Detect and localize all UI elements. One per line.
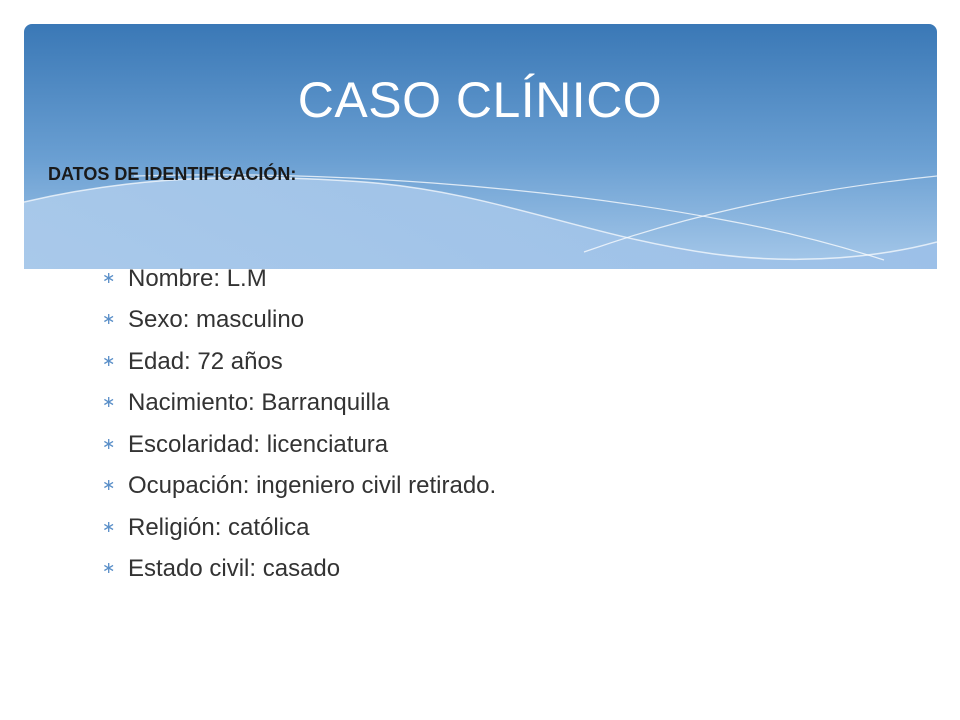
asterisk-bullet-icon: ∗ xyxy=(102,311,116,329)
header-wave-graphic xyxy=(24,24,937,269)
list-item xyxy=(102,300,496,342)
list-item-text: Religión: católica xyxy=(128,513,310,541)
list-item xyxy=(102,507,496,549)
list-item xyxy=(102,466,496,508)
list-item xyxy=(102,549,496,591)
list-item-text: Sexo: masculino xyxy=(128,306,305,334)
asterisk-bullet-icon: ∗ xyxy=(102,560,116,578)
list-item-text: Estado civil: casado xyxy=(128,555,341,583)
list-item-text: Nombre: L.M xyxy=(128,264,267,292)
asterisk-bullet-icon: ∗ xyxy=(102,394,116,412)
section-subtitle: DATOS DE IDENTIFICACIÓN: xyxy=(48,164,297,184)
list-item xyxy=(102,424,496,466)
asterisk-bullet-icon: ∗ xyxy=(102,352,116,370)
asterisk-bullet-icon: ∗ xyxy=(102,269,116,287)
list-item xyxy=(102,383,496,425)
asterisk-bullet-icon: ∗ xyxy=(102,477,116,495)
header-band xyxy=(24,24,937,269)
list-item xyxy=(102,258,496,300)
list-item-text: Edad: 72 años xyxy=(128,347,283,375)
list-item xyxy=(102,341,496,383)
slide-title: CASO CLÍNICO xyxy=(297,72,663,128)
identification-list xyxy=(102,258,496,590)
list-item-text: Nacimiento: Barranquilla xyxy=(128,389,390,417)
list-item-text: Ocupación: ingeniero civil retirado. xyxy=(128,472,497,500)
asterisk-bullet-icon: ∗ xyxy=(102,518,116,536)
asterisk-bullet-icon: ∗ xyxy=(102,435,116,453)
list-item-text: Escolaridad: licenciatura xyxy=(128,430,389,458)
